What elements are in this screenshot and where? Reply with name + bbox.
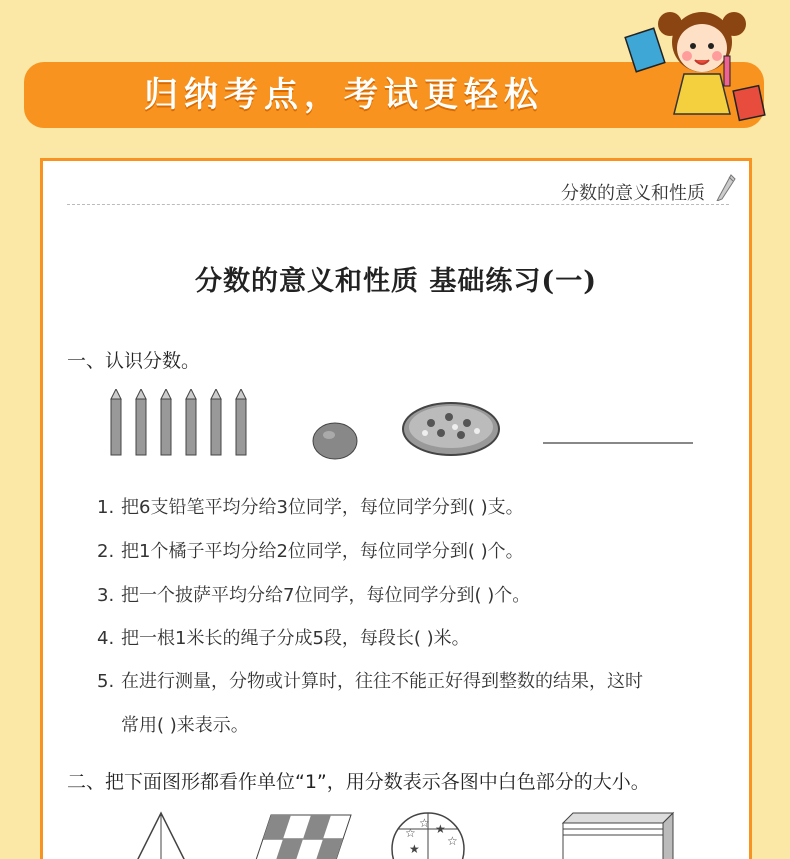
pencil-icon — [234, 389, 248, 459]
worksheet-page — [40, 158, 752, 859]
svg-text:☆: ☆ — [419, 816, 430, 830]
pencil-icon — [184, 389, 198, 459]
pizza-icon — [401, 397, 501, 457]
question-5: 5. 在进行测量，分物或计算时，往往不能正好得到整数的结果，这时 — [97, 671, 643, 692]
rectangle-strips-figure — [563, 813, 673, 859]
svg-text:★: ★ — [435, 822, 446, 836]
header-divider — [67, 204, 729, 205]
question-5-continued: 常用( )来表示。 — [121, 715, 249, 736]
orange-icon — [311, 419, 359, 461]
question-3: 3. 把一个披萨平均分给7位同学，每位同学分到( )个。 — [97, 585, 531, 606]
star-circle-figure — [392, 813, 464, 859]
question-1: 1. 把6支铅笔平均分给3位同学，每位同学分到( )支。 — [97, 497, 524, 518]
section-2-title: 二、把下面图形都看作单位“1”，用分数表示各图中白色部分的大小。 — [67, 771, 650, 793]
topic-label: 分数的意义和性质 — [561, 183, 705, 204]
fraction-figures — [123, 809, 683, 859]
girl-with-books-icon — [622, 2, 772, 126]
pencil-icon — [109, 389, 123, 459]
pencil-icon — [209, 389, 223, 459]
pencil-icon — [134, 389, 148, 459]
svg-text:☆: ☆ — [447, 834, 458, 848]
section-1-title: 一、认识分数。 — [67, 350, 201, 372]
pencil-icon — [159, 389, 173, 459]
banner-title: 归纳考点，考试更轻松 — [144, 75, 544, 115]
parallelogram-figure — [253, 815, 351, 859]
pencil-icon — [713, 171, 737, 201]
question-2: 2. 把1个橘子平均分给2位同学，每位同学分到( )个。 — [97, 541, 524, 562]
answer-line[interactable] — [543, 442, 693, 444]
page-title: 分数的意义和性质 基础练习(一) — [195, 266, 597, 297]
question-4: 4. 把一根1米长的绳子分成5段，每段长( )米。 — [97, 628, 470, 649]
svg-text:☆: ☆ — [405, 826, 416, 840]
svg-text:★: ★ — [409, 842, 420, 856]
